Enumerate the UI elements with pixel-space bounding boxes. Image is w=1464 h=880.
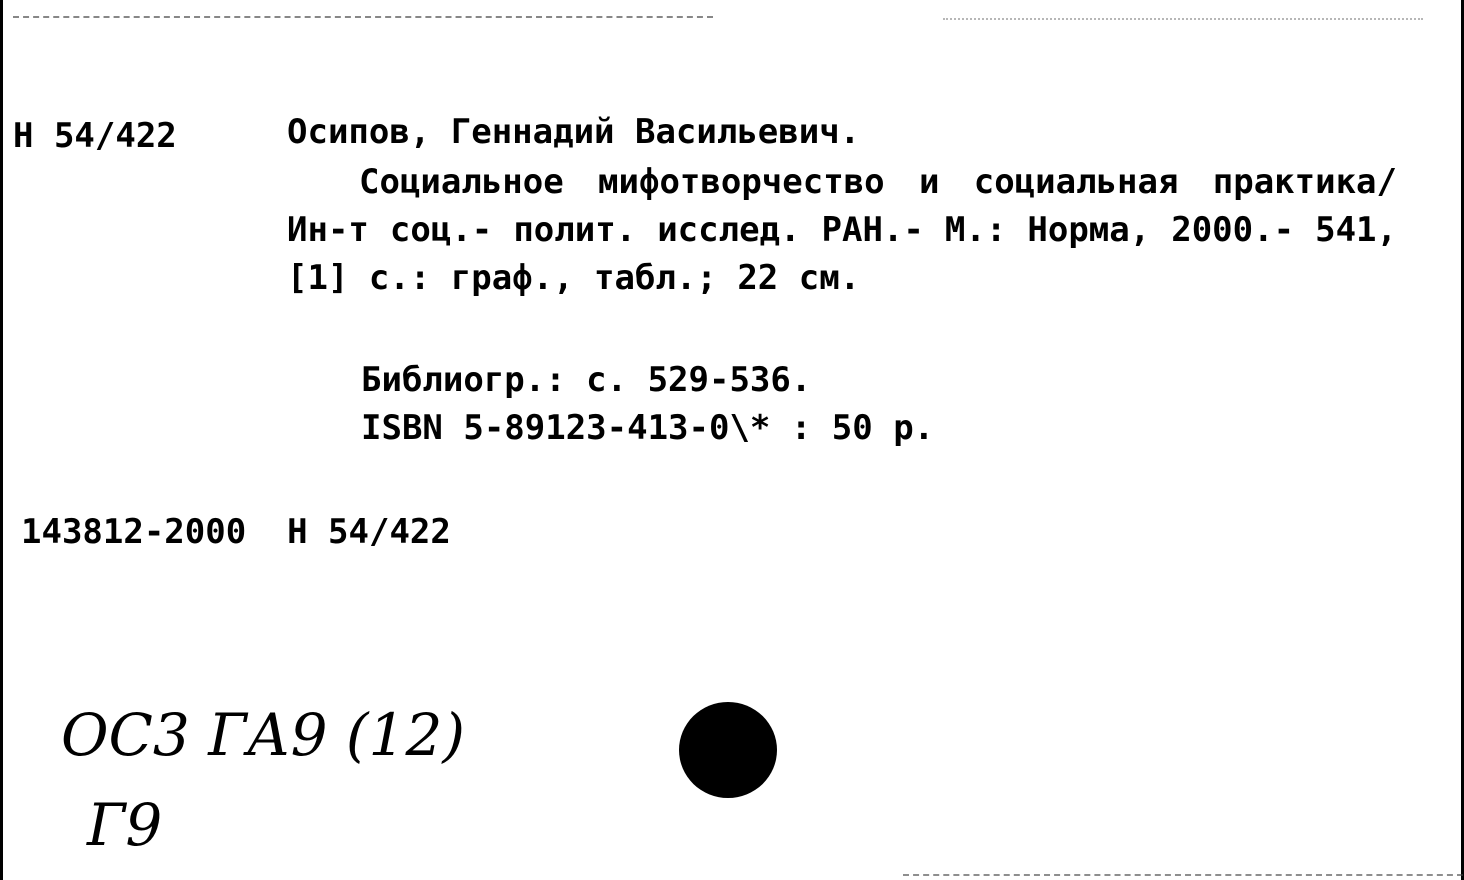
top-rule-faint-line bbox=[943, 18, 1423, 20]
isbn-line: ISBN 5-89123-413-0\* : 50 р. bbox=[361, 408, 935, 448]
inventory-line: 143812-2000 Н 54/422 bbox=[21, 512, 451, 552]
handwritten-shelf-mark: Г9 bbox=[87, 791, 163, 859]
top-rule-line bbox=[13, 16, 713, 18]
bibliography-note: Библиогр.: с. 529-536. bbox=[361, 360, 812, 400]
call-number: Н 54/422 bbox=[13, 116, 177, 156]
bottom-rule-line bbox=[903, 874, 1463, 876]
title-description: Социальное мифотворчество и социальная практика/ Ин-т соц.- полит. исслед. РАН.- М.: Норма, 2000.- 541, [1] с.: граф., табл.; 22 см. bbox=[287, 162, 1397, 298]
handwritten-classification: ОС3 ГА9 (12) bbox=[61, 701, 465, 769]
author-heading: Осипов, Геннадий Васильевич. bbox=[287, 112, 861, 152]
punch-hole bbox=[679, 702, 777, 798]
